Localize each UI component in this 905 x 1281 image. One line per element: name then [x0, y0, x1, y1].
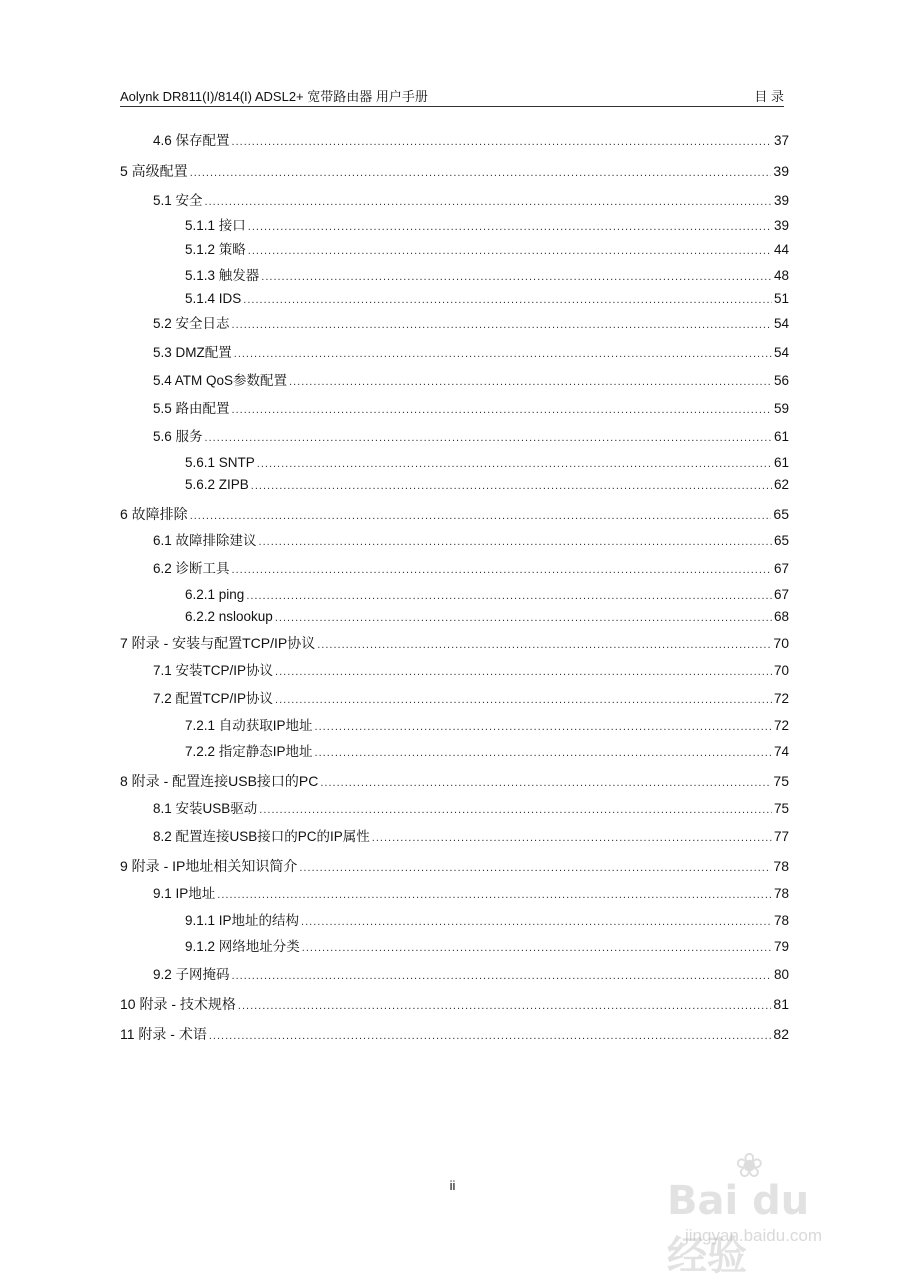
- toc-entry[interactable]: [185, 240, 789, 260]
- toc-entry-page: 44: [773, 242, 789, 257]
- toc-entry-page: 48: [773, 268, 789, 283]
- toc-entry-page: 78: [773, 886, 789, 901]
- toc-entry-page: 68: [773, 609, 789, 624]
- toc-leader-dots: [238, 996, 772, 1016]
- toc-entry-page: 39: [773, 193, 789, 208]
- toc-entry-page: 37: [773, 133, 789, 148]
- toc-entry[interactable]: [120, 1024, 789, 1044]
- toc-leader-dots: [232, 132, 772, 152]
- toc-leader-dots: [372, 828, 772, 848]
- toc-entry-title: 7.2.2 指定静态IP地址: [185, 744, 313, 759]
- toc-leader-dots: [299, 858, 771, 878]
- toc-entry-title: 7.2 配置TCP/IP协议: [153, 691, 274, 706]
- toc-entry[interactable]: [185, 937, 789, 957]
- toc-entry[interactable]: [153, 131, 789, 151]
- toc-entry[interactable]: [153, 399, 789, 419]
- toc-leader-dots: [234, 344, 772, 364]
- toc-entry-page: 61: [773, 429, 789, 444]
- toc-entry[interactable]: [153, 799, 789, 819]
- toc-leader-dots: [232, 400, 772, 420]
- baidu-jingyan-watermark: [657, 1147, 857, 1279]
- toc-leader-dots: [259, 532, 772, 552]
- document-title: Aolynk DR811(I)/814(I) ADSL2+ 宽带路由器 用户手册: [120, 89, 428, 104]
- toc-leader-dots: [248, 241, 772, 261]
- toc-entry[interactable]: [185, 216, 789, 236]
- toc-leader-dots: [257, 454, 772, 474]
- toc-entry-page: 77: [773, 829, 789, 844]
- toc-entry-title: 9.2 子网掩码: [153, 967, 230, 982]
- toc-leader-dots: [205, 428, 772, 448]
- toc-entry-page: 54: [773, 345, 789, 360]
- toc-entry-title: 5.5 路由配置: [153, 401, 230, 416]
- page-number: ii: [449, 1178, 456, 1193]
- toc-entry-title: 7.1 安装TCP/IP协议: [153, 663, 274, 678]
- toc-entry[interactable]: [120, 633, 789, 653]
- toc-entry[interactable]: [185, 453, 789, 473]
- toc-leader-dots: [275, 690, 772, 710]
- toc-entry-page: 61: [773, 455, 789, 470]
- toc-entry-title: 11 附录 - 术语: [120, 1026, 207, 1042]
- toc-leader-dots: [275, 608, 772, 628]
- toc-entry-title: 5.3 DMZ配置: [153, 345, 232, 360]
- toc-entry-page: 78: [773, 858, 789, 874]
- toc-entry[interactable]: [120, 994, 789, 1014]
- toc-entry-title: 6.2.1 ping: [185, 587, 245, 602]
- toc-leader-dots: [259, 800, 772, 820]
- toc-entry-page: 74: [773, 744, 789, 759]
- toc-entry-title: 5.1.3 触发器: [185, 268, 260, 283]
- toc-leader-dots: [251, 476, 772, 496]
- toc-entry[interactable]: [185, 475, 789, 495]
- toc-entry-page: 78: [773, 913, 789, 928]
- toc-entry[interactable]: [153, 531, 789, 551]
- toc-leader-dots: [248, 217, 772, 237]
- toc-entry-title: 5.6 服务: [153, 429, 203, 444]
- toc-leader-dots: [275, 662, 772, 682]
- toc-entry[interactable]: [153, 427, 789, 447]
- toc-leader-dots: [301, 912, 772, 932]
- toc-entry-page: 62: [773, 477, 789, 492]
- toc-entry-page: 59: [773, 401, 789, 416]
- toc-entry-title: 5.1 安全: [153, 193, 203, 208]
- toc-entry[interactable]: [153, 884, 789, 904]
- toc-leader-dots: [315, 743, 772, 763]
- toc-entry-page: 70: [773, 635, 789, 651]
- toc-entry-page: 65: [773, 533, 789, 548]
- toc-entry-title: 8.2 配置连接USB接口的PC的IP属性: [153, 829, 370, 844]
- toc-leader-dots: [302, 938, 772, 958]
- toc-leader-dots: [232, 966, 772, 986]
- toc-entry-page: 56: [773, 373, 789, 388]
- toc-entry-page: 51: [773, 291, 789, 306]
- toc-leader-dots: [261, 267, 772, 287]
- toc-leader-dots: [232, 315, 772, 335]
- toc-leader-dots: [205, 192, 772, 212]
- toc-entry[interactable]: [153, 689, 789, 709]
- toc-entry-page: 80: [773, 967, 789, 982]
- toc-entry-page: 75: [773, 773, 789, 789]
- watermark-url: jingyan.baidu.com: [685, 1226, 823, 1245]
- watermark-brand: Bai du 经验: [667, 1178, 810, 1279]
- toc-entry-page: 72: [773, 718, 789, 733]
- toc-entry-title: 5.6.1 SNTP: [185, 455, 255, 470]
- toc-entry-title: 6.2.2 nslookup: [185, 609, 273, 624]
- toc-entry-page: 75: [773, 801, 789, 816]
- toc-entry-title: 7 附录 - 安装与配置TCP/IP协议: [120, 635, 316, 651]
- toc-entry-page: 39: [773, 163, 789, 179]
- toc-entry-title: 9.1.1 IP地址的结构: [185, 913, 300, 928]
- toc-entry[interactable]: [185, 716, 789, 736]
- toc-entry-title: 5.1.4 IDS: [185, 291, 242, 306]
- toc-entry-title: 8.1 安装USB驱动: [153, 801, 258, 816]
- toc-entry[interactable]: [120, 856, 789, 876]
- toc-entry-title: 6.2 诊断工具: [153, 561, 230, 576]
- toc-entry-title: 5.1.2 策略: [185, 242, 246, 257]
- toc-leader-dots: [190, 163, 772, 183]
- toc-leader-dots: [190, 506, 772, 526]
- toc-entry-title: 9.1.2 网络地址分类: [185, 939, 300, 954]
- toc-entry[interactable]: [185, 289, 789, 309]
- toc-entry-title: 5.6.2 ZIPB: [185, 477, 249, 492]
- toc-entry[interactable]: [153, 559, 789, 579]
- toc-entry-title: 6.1 故障排除建议: [153, 533, 257, 548]
- toc-entry-title: 5.4 ATM QoS参数配置: [153, 373, 288, 388]
- toc-leader-dots: [232, 560, 772, 580]
- toc-entry[interactable]: [185, 911, 789, 931]
- toc-entry-title: 7.2.1 自动获取IP地址: [185, 718, 313, 733]
- toc-entry[interactable]: [185, 585, 789, 605]
- toc-entry[interactable]: [185, 607, 789, 627]
- toc-entry[interactable]: [153, 827, 789, 847]
- toc-entry[interactable]: [153, 343, 789, 363]
- toc-entry-page: 65: [773, 506, 789, 522]
- toc-entry-page: 82: [773, 1026, 789, 1042]
- toc-leader-dots: [317, 635, 771, 655]
- toc-entry-page: 79: [773, 939, 789, 954]
- toc-entry[interactable]: [153, 191, 789, 211]
- toc-entry-page: 81: [773, 996, 789, 1012]
- toc-entry-page: 72: [773, 691, 789, 706]
- toc-entry-page: 54: [773, 316, 789, 331]
- toc-leader-dots: [315, 717, 772, 737]
- toc-entry-title: 5.1.1 接口: [185, 218, 246, 233]
- toc-entry-page: 67: [773, 561, 789, 576]
- toc-entry[interactable]: [185, 742, 789, 762]
- section-label: 目 录: [754, 89, 784, 104]
- toc-entry[interactable]: [120, 161, 789, 181]
- toc-entry-title: 4.6 保存配置: [153, 133, 230, 148]
- toc-entry-title: 5.2 安全日志: [153, 316, 230, 331]
- toc-entry[interactable]: [185, 266, 789, 286]
- toc-leader-dots: [217, 885, 772, 905]
- toc-entry[interactable]: [153, 314, 789, 334]
- toc-entry-page: 70: [773, 663, 789, 678]
- toc-entry-title: 10 附录 - 技术规格: [120, 996, 236, 1012]
- toc-entry[interactable]: [120, 504, 789, 524]
- toc-entry-page: 67: [773, 587, 789, 602]
- toc-entry[interactable]: [120, 771, 789, 791]
- toc-entry-title: 8 附录 - 配置连接USB接口的PC: [120, 773, 319, 789]
- toc-entry[interactable]: [153, 661, 789, 681]
- toc-leader-dots: [289, 372, 772, 392]
- toc-entry-title: 5 高级配置: [120, 163, 188, 179]
- toc-leader-dots: [246, 586, 772, 606]
- toc-leader-dots: [243, 290, 772, 310]
- toc-entry[interactable]: [153, 371, 789, 391]
- toc-entry[interactable]: [153, 965, 789, 985]
- toc-leader-dots: [209, 1026, 772, 1046]
- toc-entry-title: 9 附录 - IP地址相关知识简介: [120, 858, 298, 874]
- toc-leader-dots: [320, 773, 771, 793]
- toc-entry-title: 9.1 IP地址: [153, 886, 216, 901]
- paw-icon: ❀: [735, 1147, 764, 1185]
- toc-entry-title: 6 故障排除: [120, 506, 188, 522]
- toc-entry-page: 39: [773, 218, 789, 233]
